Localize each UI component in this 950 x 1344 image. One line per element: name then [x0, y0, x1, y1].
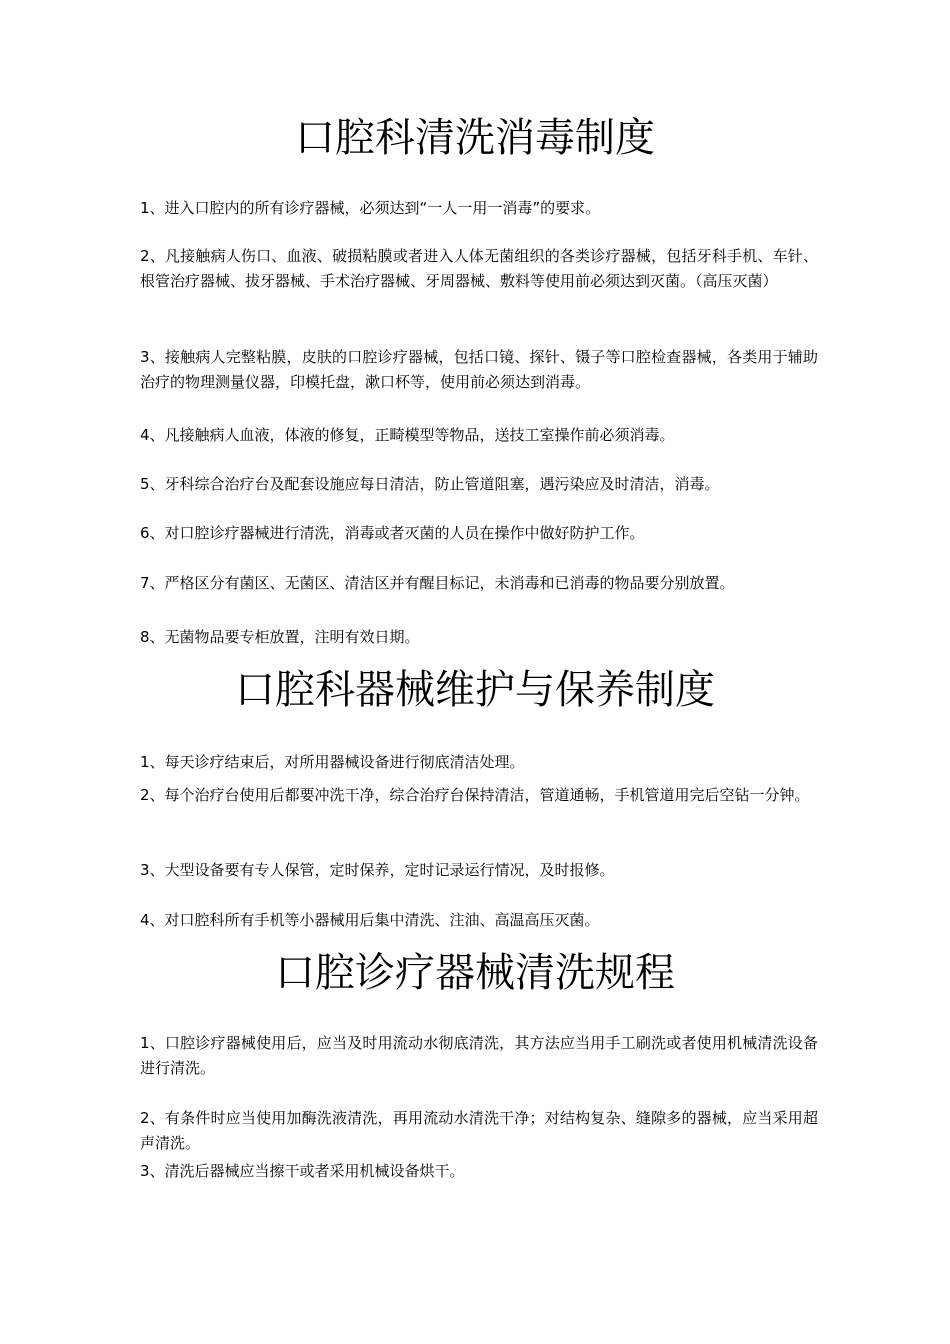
disinfection-item-4: 4、凡接触病人血液，体液的修复，正畸模型等物品，送技工室操作前必须消毒。: [140, 426, 675, 444]
section-title-disinfection: 口腔科清洗消毒制度: [295, 115, 655, 161]
disinfection-item-7: 7、严格区分有菌区、无菌区、清洁区并有醒目标记，未消毒和已消毒的物品要分别放置。: [140, 574, 735, 592]
cleaning-item-2: 2、有条件时应当使用加酶洗液清洗，再用流动水清洗干净；对结构复杂、缝隙多的器械，应当采用超声清洗。: [140, 1109, 818, 1152]
disinfection-item-3: 3、接触病人完整粘膜，皮肤的口腔诊疗器械，包括口镜、探针、镊子等口腔检查器械，各类用于辅助治疗的物理测量仪器，印模托盘，漱口杯等，使用前必须达到消毒。: [140, 348, 818, 391]
disinfection-item-8: 8、无菌物品要专柜放置，注明有效日期。: [140, 628, 420, 646]
maintenance-item-1: 1、每天诊疗结束后，对所用器械设备进行彻底清洁处理。: [140, 753, 525, 771]
disinfection-item-6: 6、对口腔诊疗器械进行清洗，消毒或者灭菌的人员在操作中做好防护工作。: [140, 524, 645, 542]
disinfection-item-5: 5、牙科综合治疗台及配套设施应每日清洁，防止管道阻塞，遇污染应及时清洁，消毒。: [140, 475, 720, 493]
section-title-maintenance: 口腔科器械维护与保养制度: [235, 667, 715, 713]
maintenance-item-4: 4、对口腔科所有手机等小器械用后集中清洗、注油、高温高压灭菌。: [140, 911, 600, 929]
section-title-cleaning: 口腔诊疗器械清洗规程: [275, 950, 675, 996]
disinfection-item-1: 1、进入口腔内的所有诊疗器械，必须达到“一人一用一消毒”的要求。: [140, 199, 601, 217]
maintenance-item-3: 3、大型设备要有专人保管，定时保养，定时记录运行情况，及时报修。: [140, 861, 615, 879]
maintenance-item-2: 2、每个治疗台使用后都要冲洗干净，综合治疗台保持清洁，管道通畅，手机管道用完后空钻一分钟。: [140, 786, 810, 804]
disinfection-item-2: 2、凡接触病人伤口、血液、破损粘膜或者进入人体无菌组织的各类诊疗器械，包括牙科手机、车针、根管治疗器械、拔牙器械、手术治疗器械、牙周器械、敷料等使用前必须达到灭菌。（高压灭菌）: [140, 247, 818, 290]
cleaning-item-3: 3、清洗后器械应当擦干或者采用机械设备烘干。: [140, 1162, 465, 1180]
cleaning-item-1: 1、口腔诊疗器械使用后，应当及时用流动水彻底清洗，其方法应当用手工刷洗或者使用机械清洗设备进行清洗。: [140, 1034, 818, 1077]
